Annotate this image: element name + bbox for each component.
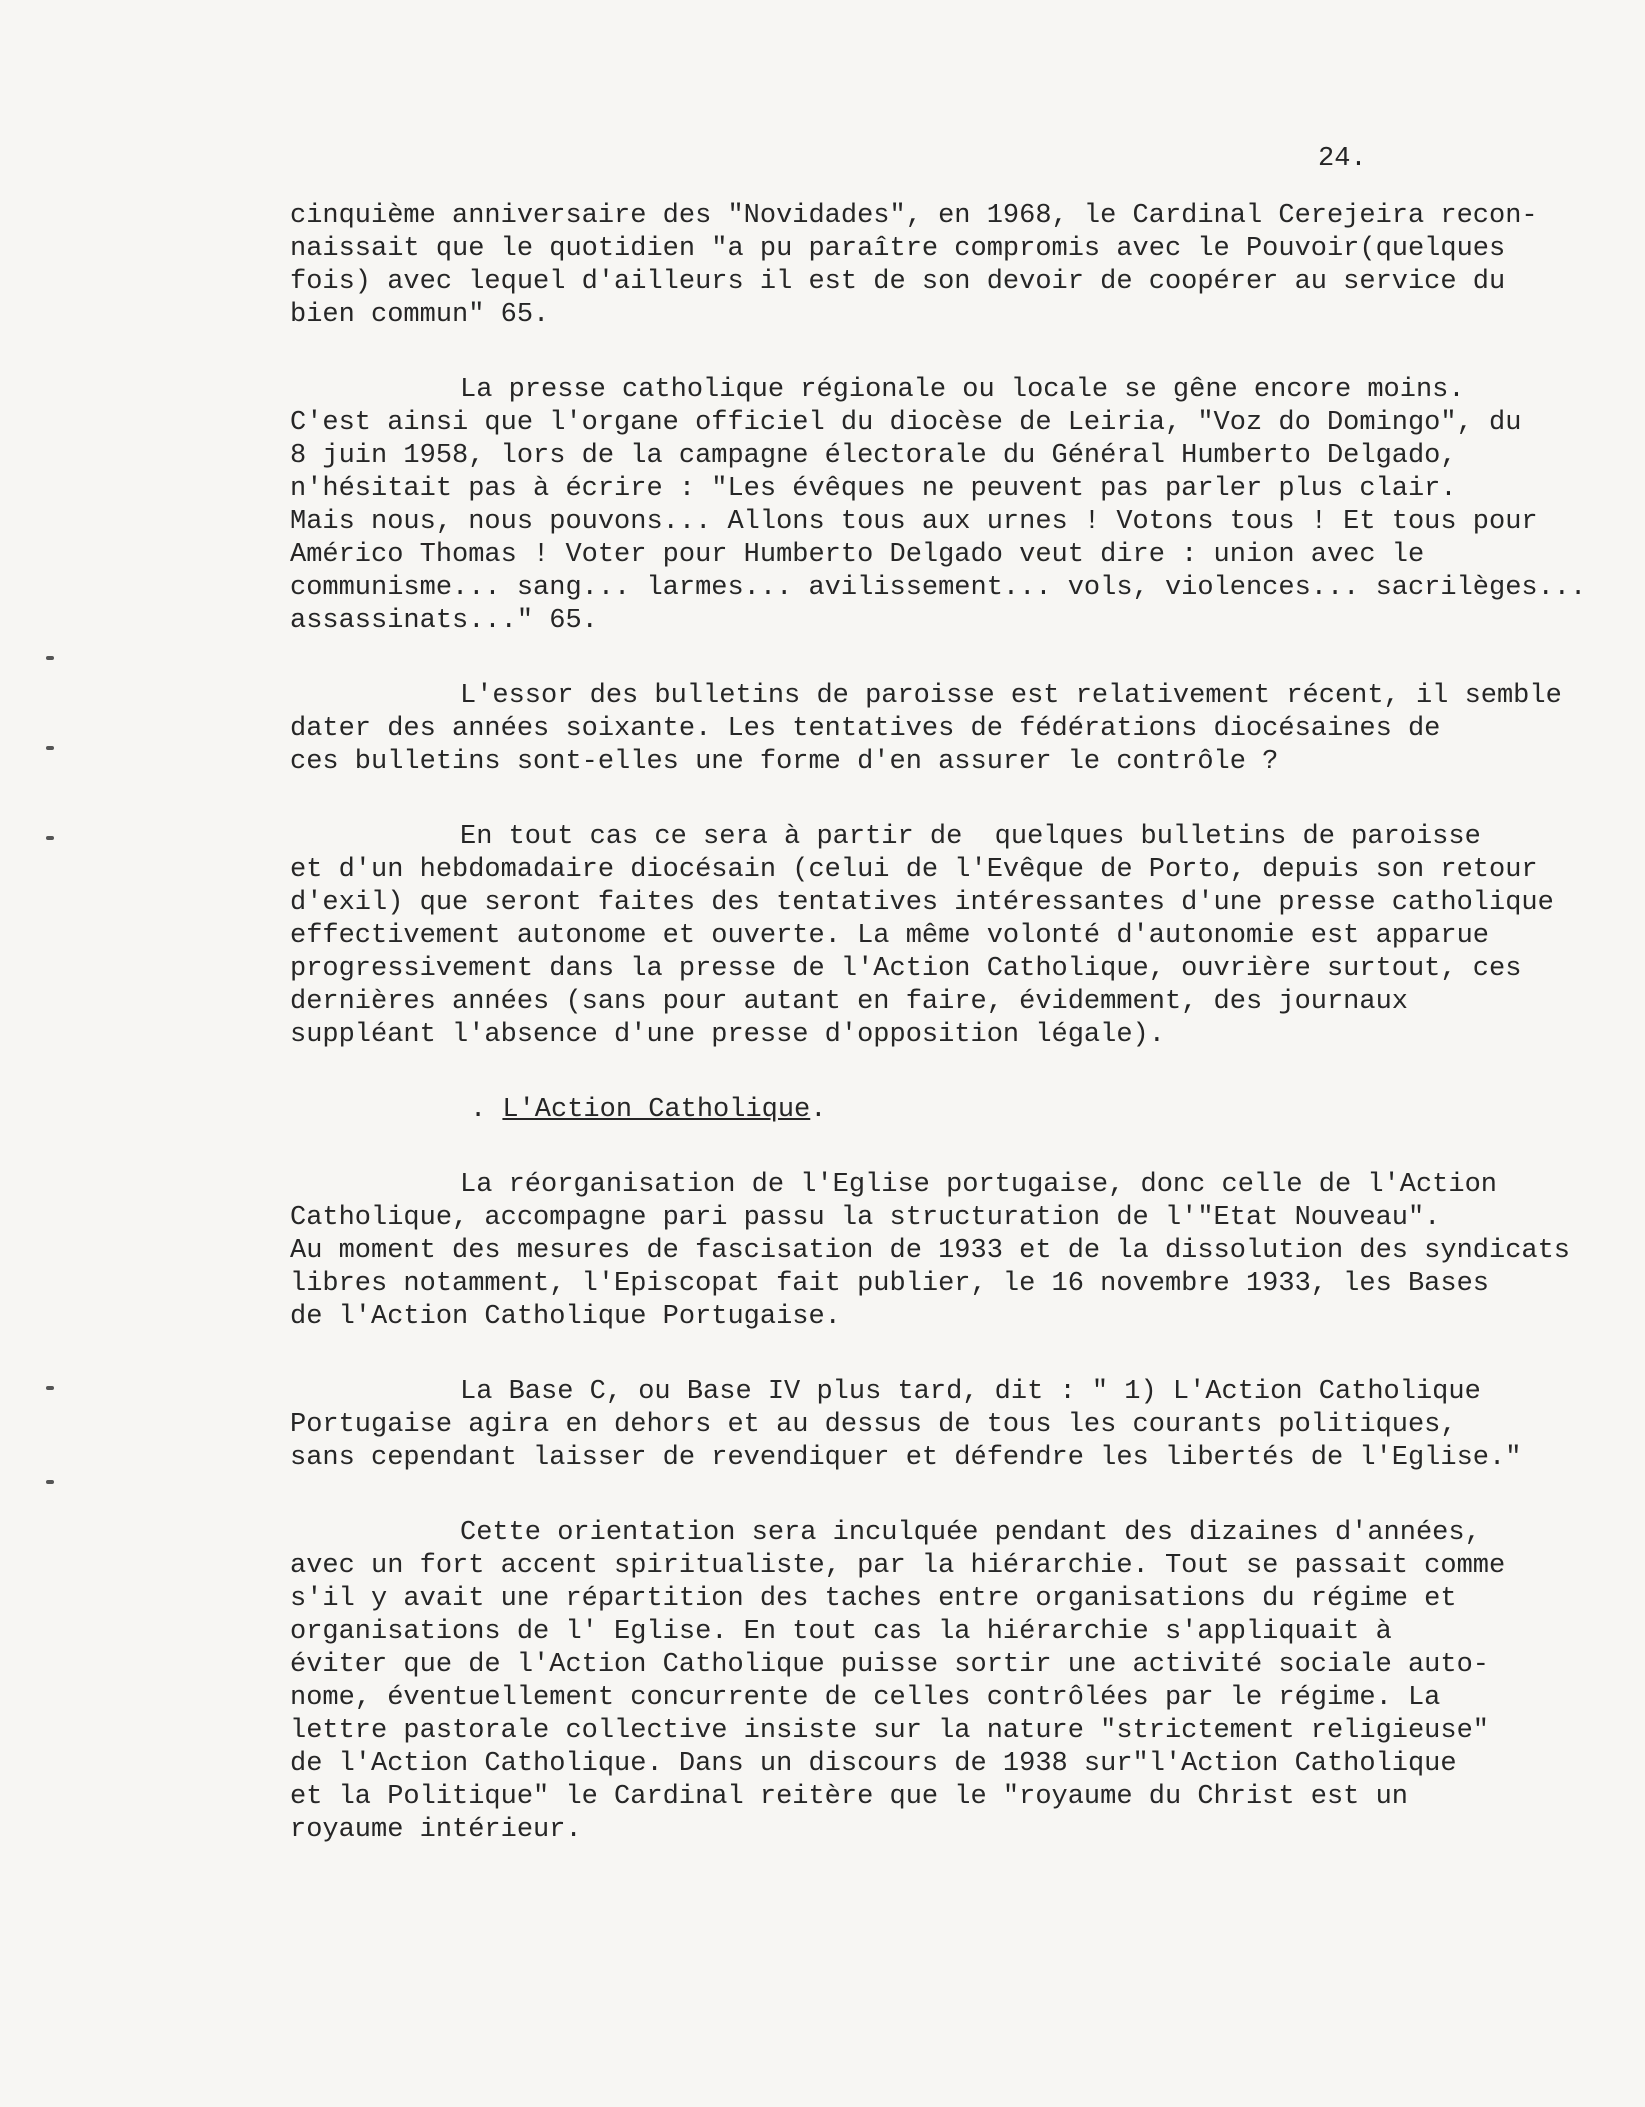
text-line: cinquième anniversaire des "Novidades", en 1968, le Cardinal Cerejeira recon-: [290, 201, 1538, 231]
margin-mark: [46, 1480, 54, 1484]
paragraph: [290, 680, 1610, 779]
text-line: avec un fort accent spiritualiste, par la hiérarchie. Tout se passait comme: [290, 1551, 1506, 1581]
paragraph: [290, 200, 1610, 332]
text-line: Mais nous, nous pouvons... Allons tous aux urnes ! Votons tous ! Et tous pour: [290, 507, 1538, 537]
text-line: Catholique, accompagne pari passu la structuration de l'"Etat Nouveau".: [290, 1203, 1441, 1233]
margin-mark: [46, 836, 54, 840]
text-line: d'exil) que seront faites des tentatives intéressantes d'une presse catholique: [290, 888, 1554, 918]
text-line: libres notamment, l'Episcopat fait publier, le 16 novembre 1933, les Bases: [290, 1269, 1489, 1299]
text-line: lettre pastorale collective insiste sur la nature "strictement religieuse": [290, 1716, 1489, 1746]
text-line: n'hésitait pas à écrire : "Les évêques ne peuvent pas parler plus clair.: [290, 474, 1457, 504]
paragraph: [290, 821, 1610, 1052]
text-line: Portugaise agira en dehors et au dessus de tous les courants politiques,: [290, 1410, 1457, 1440]
text-line: royaume intérieur.: [290, 1815, 582, 1845]
heading-end: .: [810, 1095, 827, 1125]
text-line: de l'Action Catholique Portugaise.: [290, 1302, 841, 1332]
text-line: organisations de l' Eglise. En tout cas la hiérarchie s'appliquait à: [290, 1617, 1392, 1647]
text-line: bien commun" 65.: [290, 300, 550, 330]
text-line: dernières années (sans pour autant en faire, évidemment, des journaux: [290, 987, 1408, 1017]
text-line: L'essor des bulletins de paroisse est relativement récent, il semble: [460, 681, 1562, 711]
text-line: nome, éventuellement concurrente de celles contrôlées par le régime. La: [290, 1683, 1441, 1713]
margin-mark: [46, 1386, 54, 1390]
paragraph: [290, 1376, 1610, 1475]
paragraph: [290, 1169, 1610, 1334]
page-number: 24.: [1318, 144, 1367, 174]
margin-mark: [46, 656, 54, 660]
text-line: fois) avec lequel d'ailleurs il est de son devoir de coopérer au service du: [290, 267, 1506, 297]
text-line: La réorganisation de l'Eglise portugaise, donc celle de l'Action: [460, 1170, 1497, 1200]
text-line: La Base C, ou Base IV plus tard, dit : " 1) L'Action Catholique: [460, 1377, 1481, 1407]
text-line: et d'un hebdomadaire diocésain (celui de l'Evêque de Porto, depuis son retour: [290, 855, 1538, 885]
text-line: 8 juin 1958, lors de la campagne électorale du Général Humberto Delgado,: [290, 441, 1457, 471]
text-line: de l'Action Catholique. Dans un discours de 1938 sur"l'Action Catholique: [290, 1749, 1457, 1779]
text-line: ces bulletins sont-elles une forme d'en assurer le contrôle ?: [290, 747, 1279, 777]
text-line: dater des années soixante. Les tentatives de fédérations diocésaines de: [290, 714, 1441, 744]
text-line: assassinats..." 65.: [290, 606, 598, 636]
text-line: naissait que le quotidien "a pu paraître compromis avec le Pouvoir(quelques: [290, 234, 1506, 264]
text-line: progressivement dans la presse de l'Action Catholique, ouvrière surtout, ces: [290, 954, 1522, 984]
section-heading: [290, 1094, 1610, 1127]
text-line: suppléant l'absence d'une presse d'opposition légale).: [290, 1020, 1165, 1050]
text-line: En tout cas ce sera à partir de quelques bulletins de paroisse: [460, 822, 1481, 852]
text-line: La presse catholique régionale ou locale se gêne encore moins.: [460, 375, 1465, 405]
text-line: Américo Thomas ! Voter pour Humberto Delgado veut dire : union avec le: [290, 540, 1425, 570]
heading-bullet: .: [470, 1095, 487, 1125]
heading-title: L'Action Catholique: [502, 1095, 811, 1125]
text-line: et la Politique" le Cardinal reitère que le "royaume du Christ est un: [290, 1782, 1408, 1812]
text-line: s'il y avait une répartition des taches entre organisations du régime et: [290, 1584, 1457, 1614]
paragraph: [290, 1517, 1610, 1847]
margin-mark: [46, 746, 54, 750]
text-line: Au moment des mesures de fascisation de 1933 et de la dissolution des syndicats: [290, 1236, 1571, 1266]
text-line: éviter que de l'Action Catholique puisse sortir une activité sociale auto-: [290, 1650, 1489, 1680]
text-line: sans cependant laisser de revendiquer et défendre les libertés de l'Eglise.": [290, 1443, 1522, 1473]
document-body: [290, 200, 1610, 1847]
text-line: Cette orientation sera inculquée pendant des dizaines d'années,: [460, 1518, 1481, 1548]
text-line: communisme... sang... larmes... avilissement... vols, violences... sacrilèges...: [290, 573, 1587, 603]
paragraph: [290, 374, 1610, 638]
text-line: effectivement autonome et ouverte. La même volonté d'autonomie est apparue: [290, 921, 1489, 951]
text-line: C'est ainsi que l'organe officiel du diocèse de Leiria, "Voz do Domingo", du: [290, 408, 1522, 438]
